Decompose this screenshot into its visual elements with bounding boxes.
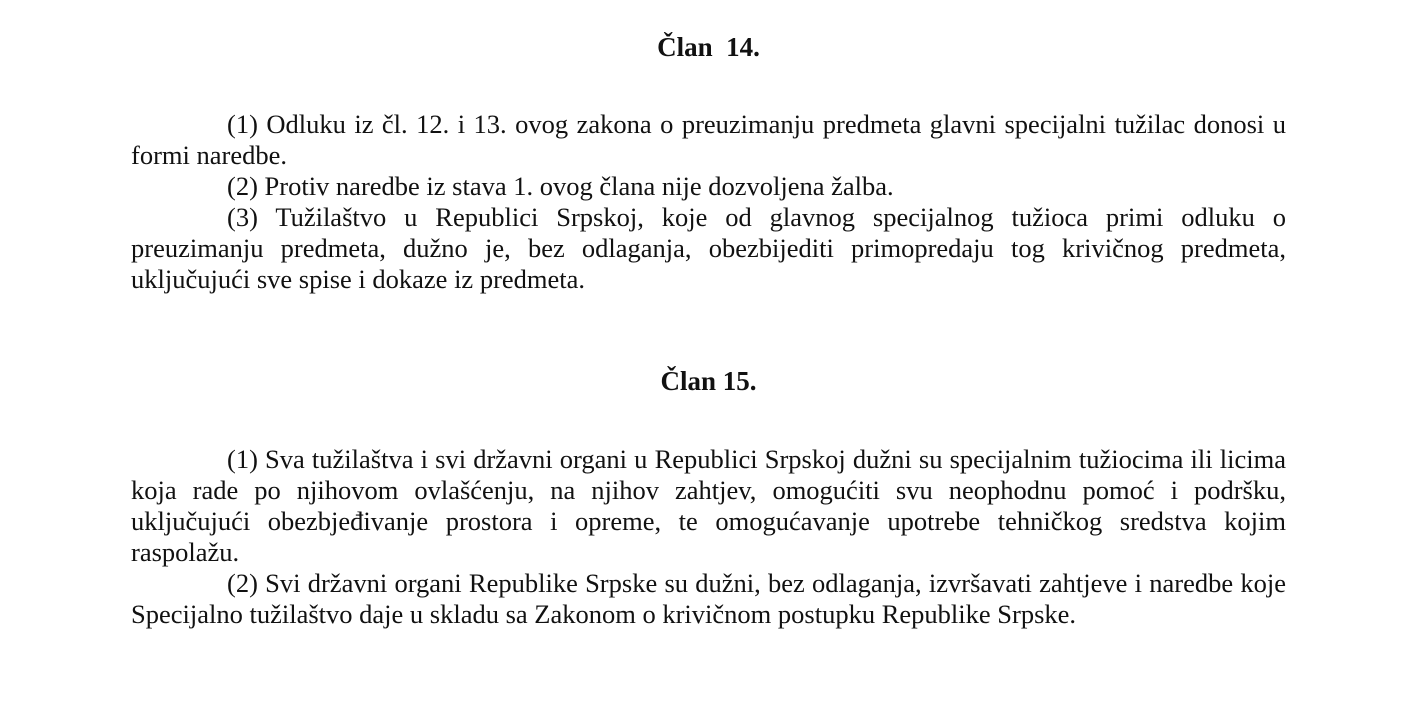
article-15-paragraph-1: (1) Sva tužilaštva i svi državni organi u Republici Srpskoj dužni su specijalnim tužiocima ili licima koja rade po njihovom ovlašćenju, na njihov zahtjev, omogućiti svu neophodnu pomoć i podršku, uključujući obezbjeđivanje prostora i opreme, te omogućavanje upotrebe tehničkog sredstva kojim raspolažu.	[131, 444, 1286, 567]
article-14-title: Član 14.	[657, 32, 760, 62]
article-14-body	[131, 109, 1286, 295]
article-14-paragraph-3: (3) Tužilaštvo u Republici Srpskoj, koje od glavnog specijalnog tužioca primi odluku o preuzimanju predmeta, dužno je, bez odlaganja, obezbijediti primopredaju tog krivičnog predmeta, uključujući sve spise i dokaze iz predmeta.	[131, 202, 1286, 294]
article-14-paragraph-1: (1) Odluku iz čl. 12. i 13. ovog zakona o preuzimanju predmeta glavni specijalni tužilac donosi u formi naredbe.	[131, 109, 1286, 170]
article-15-title: Član 15.	[660, 366, 757, 396]
article-15-body	[131, 444, 1286, 630]
article-15-paragraph-2: (2) Svi državni organi Republike Srpske su dužni, bez odlaganja, izvršavati zahtjeve i naredbe koje Specijalno tužilaštvo daje u skladu sa Zakonom o krivičnom postupku Republike Srpske.	[131, 568, 1286, 629]
article-14-paragraph-2: (2) Protiv naredbe iz stava 1. ovog člana nije dozvoljena žalba.	[227, 171, 894, 201]
